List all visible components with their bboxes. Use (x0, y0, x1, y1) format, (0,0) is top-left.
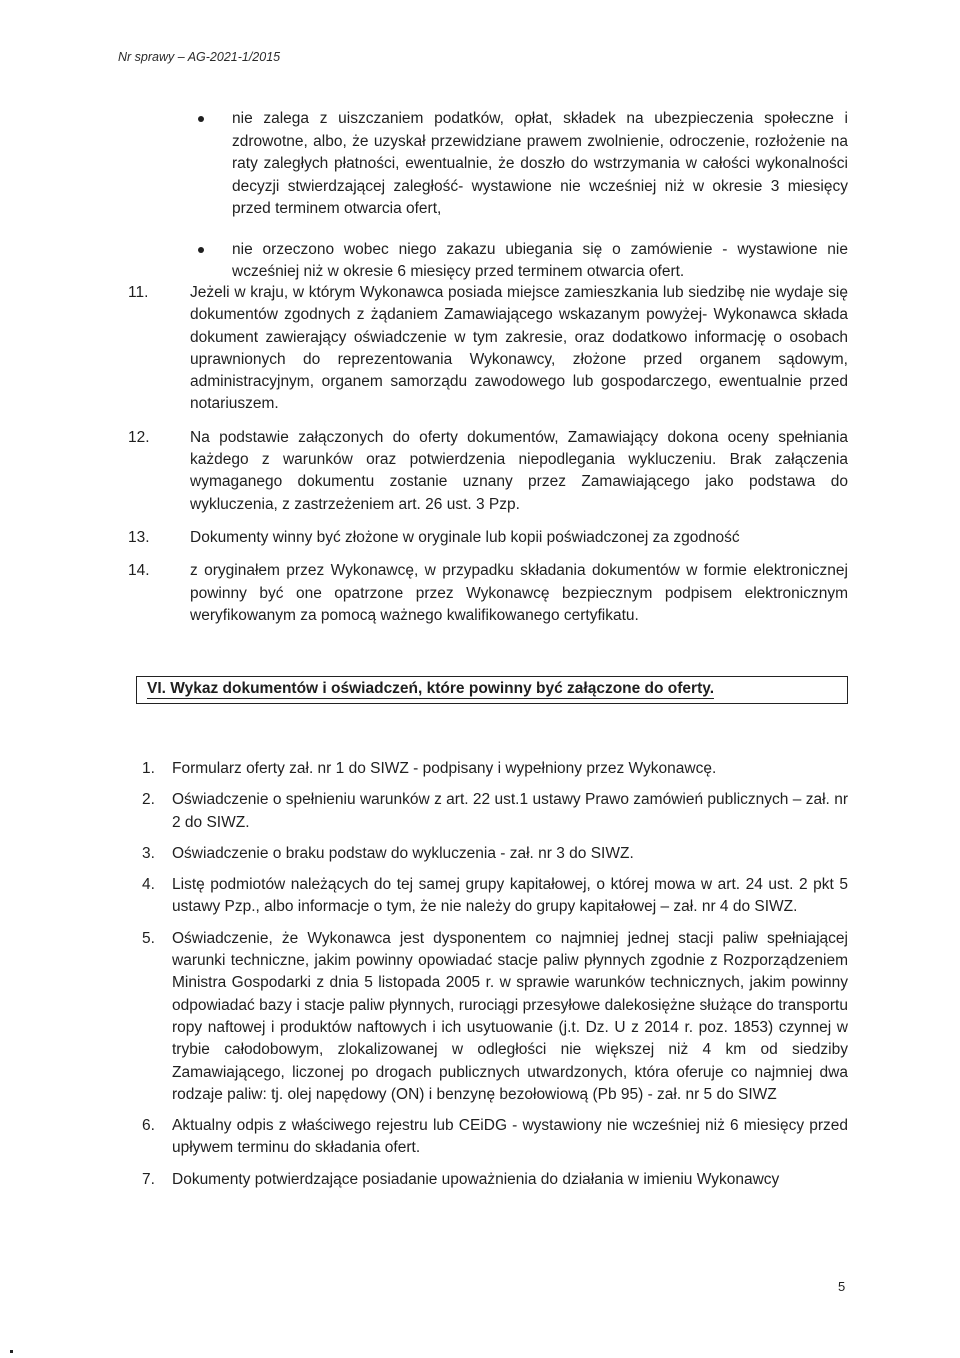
item-number: 11. (128, 284, 149, 301)
item-text: Dokumenty potwierdzające posiadanie upoważnienia do działania w imieniu Wykonawcy (172, 1170, 780, 1188)
document-item (142, 843, 848, 865)
item-number: 14. (128, 562, 150, 580)
item-text: Oświadczenie o spełnieniu warunków z art. 22 ust.1 ustawy Prawo zamówień publicznych – zał. nr 2 do SIWZ. (172, 791, 848, 831)
scan-mark (10, 1350, 13, 1353)
item-number: 1. (142, 760, 155, 777)
documents-list (142, 758, 848, 1200)
item-number: 2. (142, 791, 155, 809)
page-number: 5 (838, 1279, 846, 1294)
document-item (142, 874, 848, 919)
numbered-item (128, 427, 848, 516)
item-number: 4. (142, 876, 155, 894)
item-number: 5. (142, 929, 155, 947)
item-text: Jeżeli w kraju, w którym Wykonawca posiada miejsce zamieszkania lub siedzibę nie wydaje się dokumentów zgodnych z żądaniem Zamawiającego wskazanym powyżej- Wykonawca składa dokument zawierający oświadczenie w tym zakresie, oraz dodatkowo informację o osobach uprawnionych do reprezentowania Wykonawcy, złożone przed organem sądowym, administracyjnym, organem samorządu zawodowego lub gospodarczego, ewentualnie przed notariuszem. (190, 284, 848, 413)
item-text: Oświadczenie, że Wykonawca jest dysponentem co najmniej jednej stacji paliw spełniającej warunki techniczne, jakim powinny opowiadać stacje paliw płynnych zgodnie z Rozporządzeniem Ministra Gospodarki z dnia 5 listopada 2005 r. w sprawie warunków technicznych, jakim powinny odpowiadać bazy i stacje paliw płynnych, rurociągi przesyłowe dalekosiężne służące do transportu ropy naftowej i produktów naftowych i ich usytuowanie (j.t. Dz. U z 2014 r. poz. 1853) czynnej w trybie całodobowym, zlokalizowanej w odległości nie większej niż 4 km od siedziby Zamawiającego, liczonej po drogach publicznych utwardzonych, która oferuje co najmniej dwa rodzaje paliw: tj. olej napędowy (ON) i benzynę bezołowiową (Pb 95) - zał. nr 5 do SIWZ (172, 929, 848, 1103)
document-item (142, 789, 848, 834)
bullet-list (198, 108, 848, 302)
numbered-item (128, 282, 848, 416)
bullet-text: nie orzeczono wobec niego zakazu ubiegania się o zamówienie - wystawione nie wcześniej niż w okresie 6 miesięcy przed terminem otwarcia ofert. (232, 240, 848, 280)
section-title: VI. Wykaz dokumentów i oświadczeń, które powinny być załączone do oferty. (147, 680, 715, 697)
document-item (142, 928, 848, 1106)
item-number: 6. (142, 1117, 155, 1135)
document-item (142, 1115, 848, 1160)
numbered-item (128, 527, 848, 549)
item-text: Na podstawie załączonych do oferty dokumentów, Zamawiający dokona oceny spełniania każdego z warunków oraz potwierdzenia niepodlegania wykluczeniu. Brak załączenia wymaganego dokumentu zostanie uznany przez Zamawiającego jako podstawa do wykluczenia, z zastrzeżeniem art. 26 ust. 3 Pzp. (190, 428, 848, 513)
item-text: Oświadczenie o braku podstaw do wykluczenia - zał. nr 3 do SIWZ. (172, 844, 634, 862)
document-item (142, 1169, 848, 1191)
bullet-item (198, 108, 848, 221)
item-text: Aktualny odpis z właściwego rejestru lub CEiDG - wystawiony nie wcześniej niż 6 miesięcy przed upływem terminu do składania ofert. (172, 1117, 848, 1157)
bullet-dot-icon (198, 247, 204, 253)
numbered-item (128, 560, 848, 627)
section-heading-box (136, 676, 848, 704)
item-text: Listę podmiotów należących do tej samej grupy kapitałowej, o której mowa w art. 24 ust. 2 pkt 5 ustawy Pzp., albo informacje o tym, że nie należy do grupy kapitałowej – zał. nr 4 do SIWZ. (172, 876, 848, 916)
document-item (142, 758, 848, 780)
item-number: 7. (142, 1170, 155, 1188)
item-text: z oryginałem przez Wykonawcę, w przypadku składania dokumentów w formie elektronicznej powinny być one opatrzone przez Wykonawcę bezpiecznym podpisem elektronicznym weryfikowanym za pomocą ważnego kwalifikowanego certyfikatu. (190, 562, 848, 624)
numbered-list (128, 282, 848, 638)
bullet-dot-icon (198, 116, 204, 122)
bullet-item (198, 239, 848, 284)
case-number-header: Nr sprawy – AG-2021-1/2015 (118, 50, 281, 64)
bullet-text: nie zalega z uiszczaniem podatków, opłat, składek na ubezpieczenia społeczne i zdrowotne, albo, że uzyskał przewidziane prawem zwolnienie, odroczenie, rozłożenie na raty zaległych płatności, ewentualnie, że doszło do wstrzymania w całości wykonalności decyzji stwierdzającej zaległość- wystawione nie wcześniej niż w okresie 3 miesięcy przed terminem otwarcia ofert, (232, 110, 848, 217)
item-text: Dokumenty winny być złożone w oryginale lub kopii poświadczonej za zgodność (190, 528, 740, 546)
item-number: 3. (142, 844, 155, 862)
item-text: Formularz oferty zał. nr 1 do SIWZ - podpisany i wypełniony przez Wykonawcę. (172, 760, 717, 777)
item-number: 12. (128, 428, 150, 446)
item-number: 13. (128, 528, 150, 546)
